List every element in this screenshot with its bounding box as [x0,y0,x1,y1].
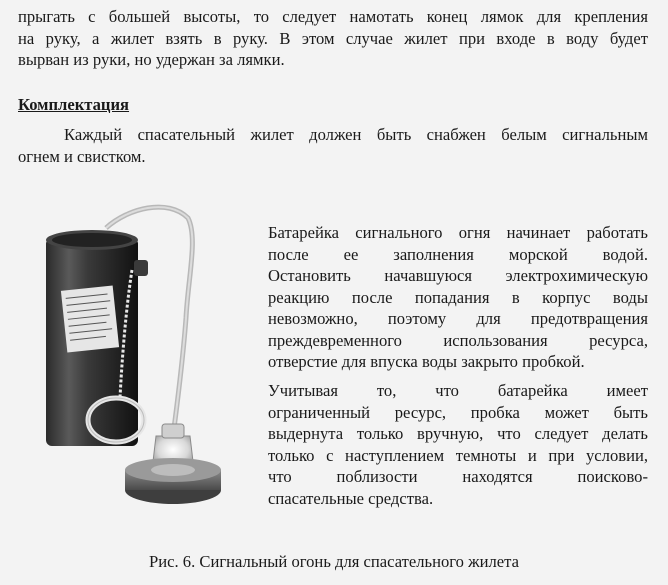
text-line: невозможно, поэтому для предотвращения [268,309,648,328]
text-line: после ее заполнения морской водой. [268,244,648,264]
text-line: выдернута только вручную, что следует делать [268,424,648,443]
text-line: спасательные средства. [268,488,434,508]
figure-caption: Рис. 6. Сигнальный огонь для спасательного жилета [149,552,519,571]
text-line: Каждый спасательный жилет должен быть снабжен белым сигнальным [64,125,648,144]
text-line: Остановить начавшуюся электрохимическую [268,266,648,285]
text-line: на руку, а жилет взять в руку. В этом случае жилет при входе в воду будет [18,28,648,48]
battery-paragraph [268,222,648,373]
text-line: Батарейка сигнального огня начинает работать [268,223,648,242]
resource-paragraph [268,380,648,509]
section-heading: Комплектация [18,95,130,114]
text-line: вырван из руки, но удержан за лямки. [18,50,285,69]
text-line: преждевременного использования ресурса, [268,330,648,350]
text-line: Учитывая то, что батарейка имеет [268,381,648,400]
text-line: ограниченный ресурс, пробка может быть [268,402,648,422]
text-line: огнем и свистком. [18,146,146,166]
text-line: реакцию после попадания в корпус воды [268,287,648,307]
text-line: только с наступлением темноты и при условии, [268,445,648,465]
signal-light-photo [38,198,263,538]
text-line: отверстие для впуска воды закрыто пробкой. [268,352,585,371]
intro-paragraph [18,6,648,71]
text-line: что поблизости находятся поисково- [268,467,648,486]
text-line: прыгать с большей высоты, то следует намотать конец лямок для крепления [18,7,648,26]
section-paragraph [18,124,648,167]
